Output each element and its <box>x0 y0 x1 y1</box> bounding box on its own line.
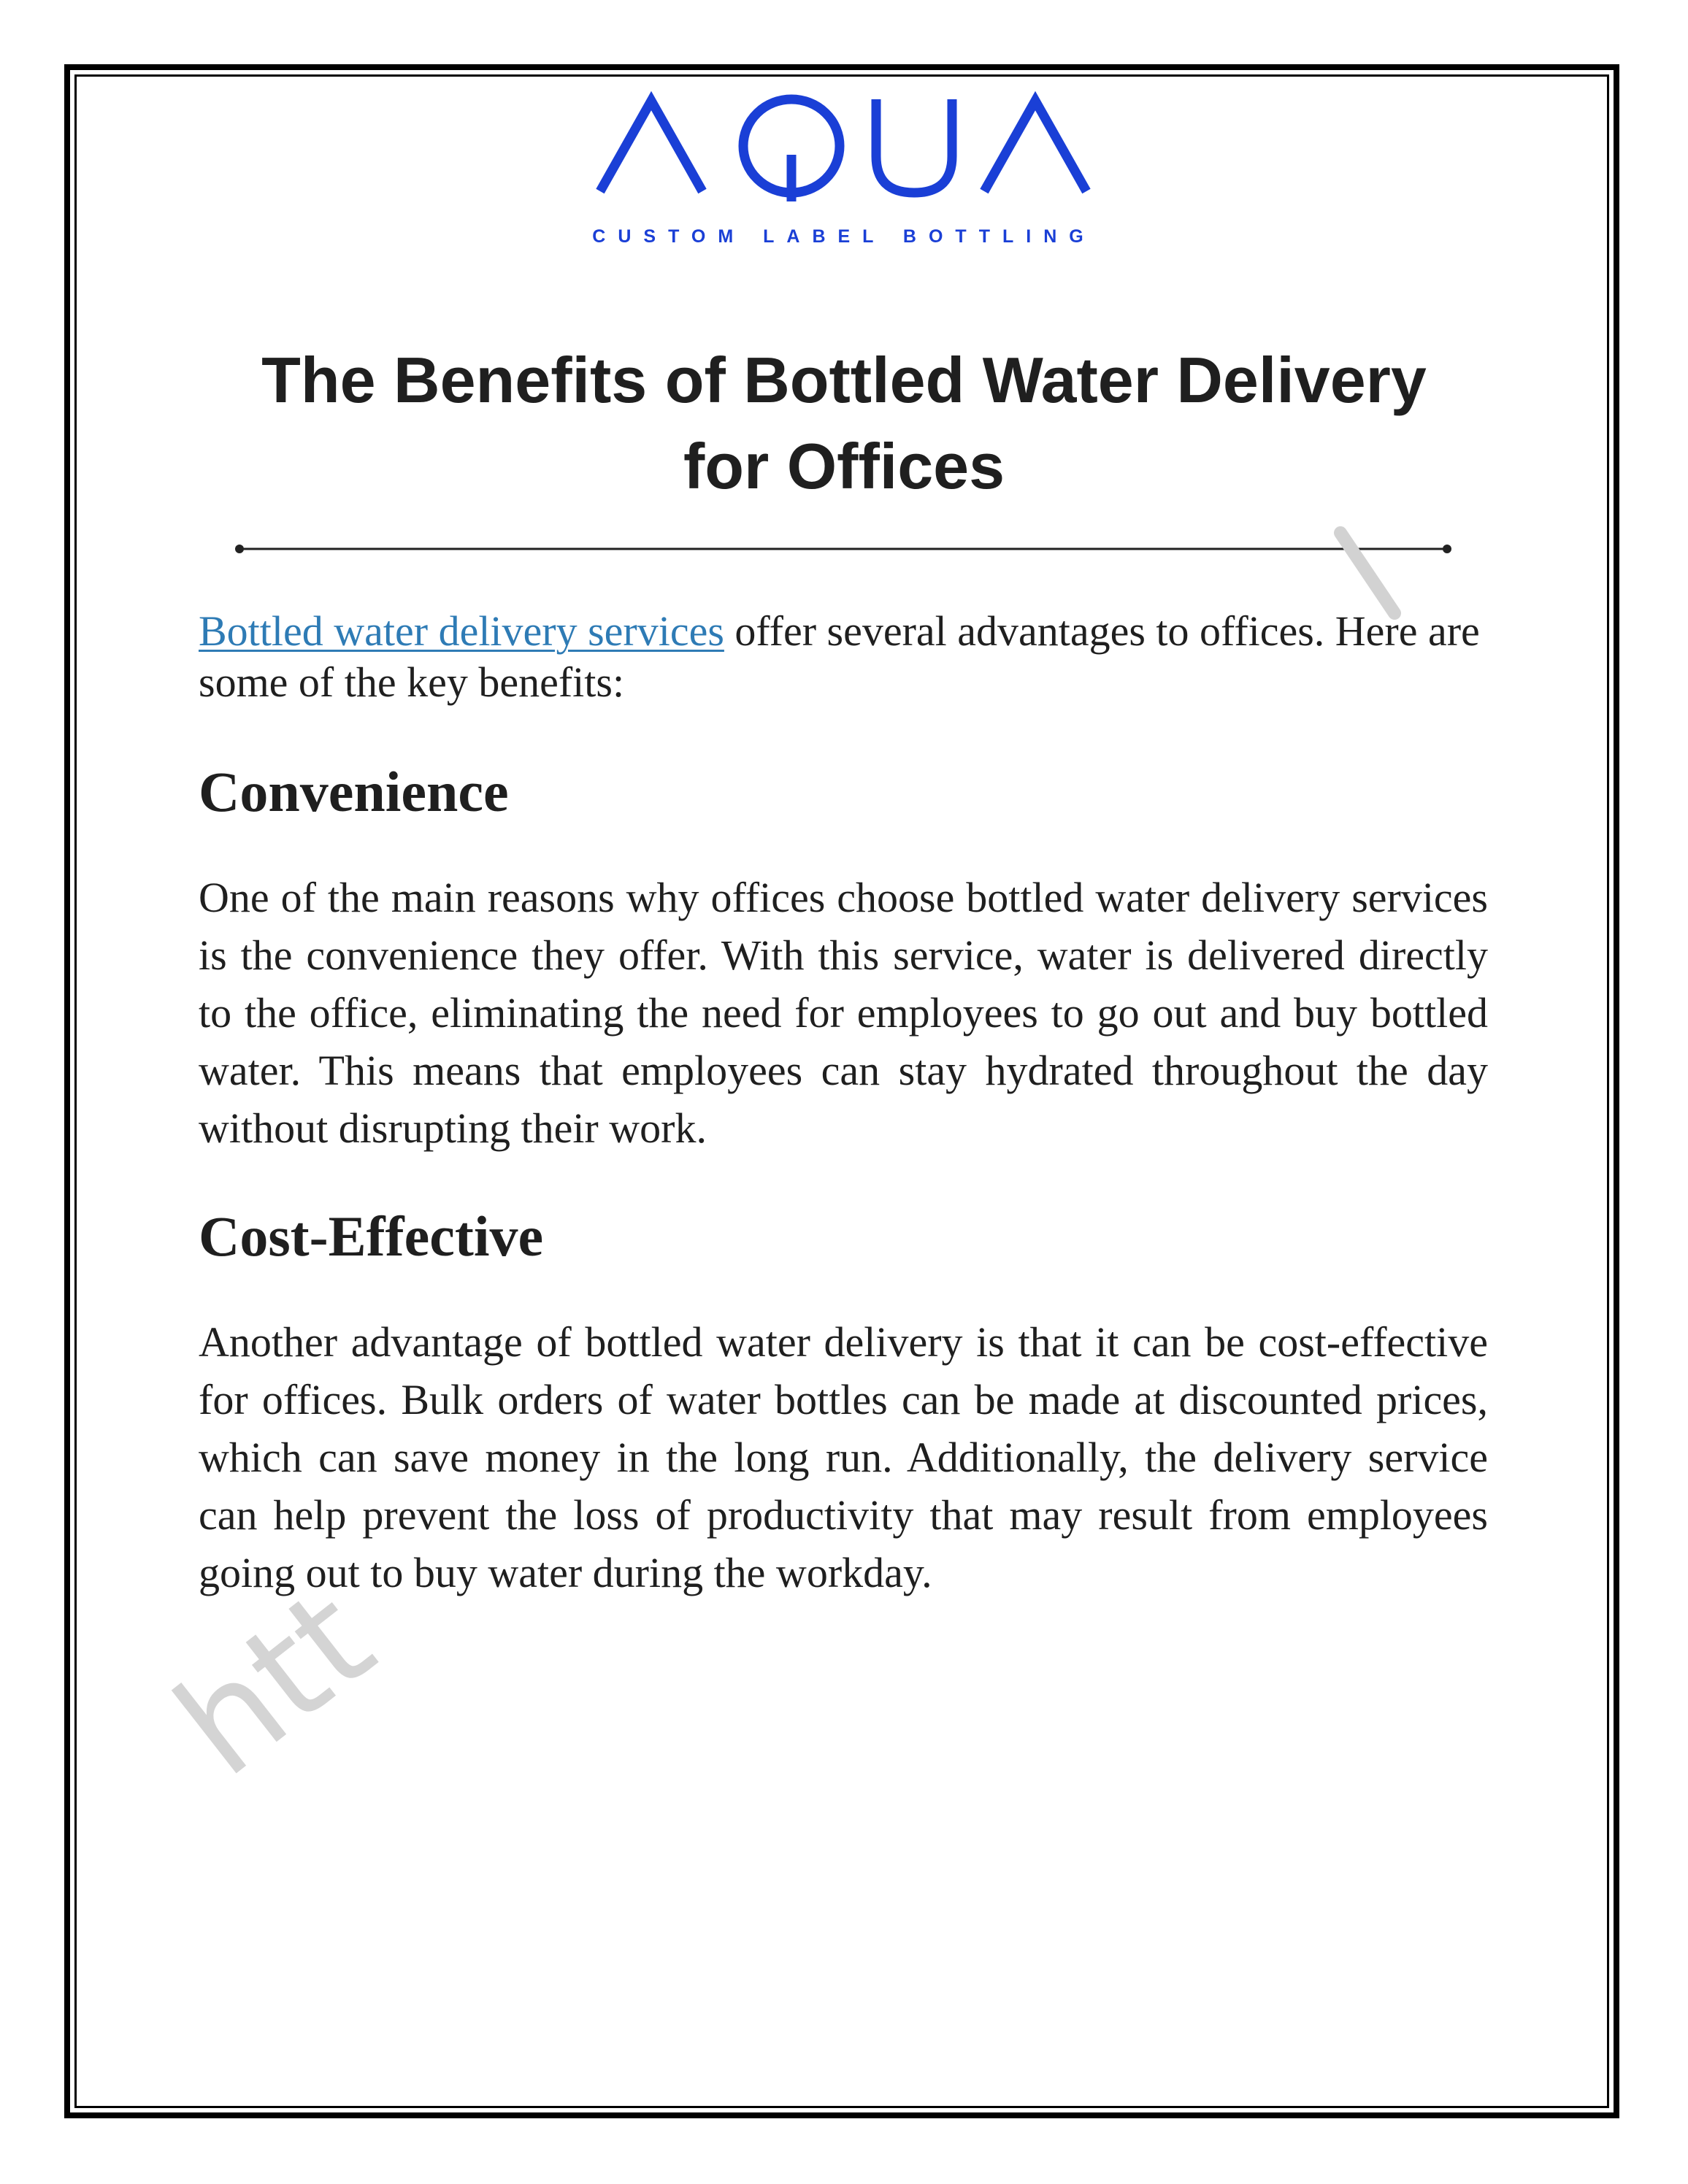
title-line-1: The Benefits of Bottled Water Delivery <box>261 344 1427 416</box>
title-divider <box>235 542 1451 556</box>
page-title <box>146 337 1542 510</box>
watermark-text: htt <box>147 1558 402 1807</box>
watermark-url <box>147 1558 489 1818</box>
document-body <box>199 606 1488 1602</box>
title-line-2: for Offices <box>683 430 1005 502</box>
intro-paragraph <box>199 606 1488 708</box>
logo-tagline: CUSTOM LABEL BOTTLING <box>592 226 1096 247</box>
heading-convenience: Convenience <box>199 760 509 823</box>
aqua-logo <box>592 92 1096 253</box>
heading-cost-effective: Cost-Effective <box>199 1204 544 1268</box>
paragraph-cost-effective: Another advantage of bottled water delivery is that it can be cost-effective for offices. Bulk orders of water bottles can be made at discounted prices, which can save money in the long run. Additionally, the delivery service can help prevent the loss of productivity that may result from employees going out to buy water during the workday. <box>199 1318 1488 1596</box>
paragraph-convenience: One of the main reasons why offices choose bottled water delivery services is the convenience they offer. With this service, water is delivered directly to the office, eliminating the need for employees to go out and buy bottled water. This means that employees can stay hydrated throughout the day without disrupting their work. <box>199 874 1488 1152</box>
intro-text: offer several advantages to offices. Here are some of the key benefits: <box>199 607 1480 706</box>
bottled-water-delivery-link[interactable]: Bottled water delivery services <box>199 607 724 655</box>
